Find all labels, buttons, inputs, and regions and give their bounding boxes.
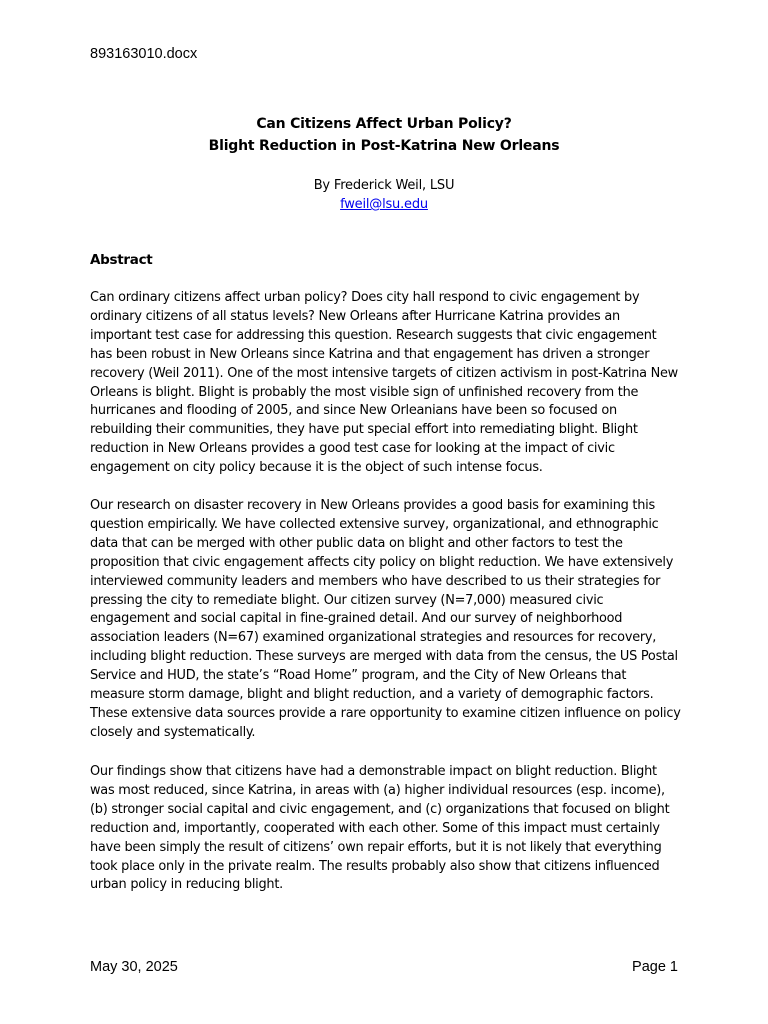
abstract-paragraph-1: Can ordinary citizens affect urban policy? Does city hall respond to civic engagement by ordinary citizens of all status levels? New Orleans after Hurricane Katrina provides an important test case for addressing this question. Research suggests that civic engagement has been robust in New Orleans since Katrina and that engagement has driven a stronger recovery (Weil 2011). One of the most intensive targets of citizen activism in post-Katrina New Orleans is blight. Blight is probably the most visible sign of unfinished recovery from the hurricanes and flooding of 2005, and since New Orleanians have been so focused on rebuilding their communities, they have put special effort into remediating blight. Blight reduction in New Orleans provides a good test case for looking at the impact of civic engagement on city policy because it is the object of such intense focus. xyxy=(90,290,678,476)
abstract-paragraph-2: Our research on disaster recovery in New Orleans provides a good basis for examining this question empirically. We have collected extensive survey, organizational, and ethnographic data that can be merged with other public data on blight and other factors to test the proposition that civic engagement affects city policy on blight reduction. We have extensively interviewed community leaders and members who have described to us their strategies for pressing the city to remediate blight. Our citizen survey (N=7,000) measured civic engagement and social capital in fine-grained detail. And our survey of neighborhood association leaders (N=67) examined organizational strategies and resources for recovery, including blight reduction. These surveys are merged with data from the census, the US Postal Service and HUD, the state’s “Road Home” program, and the City of New Orleans that measure storm damage, blight and blight reduction, and a variety of demographic factors. These extensive data sources provide a rare opportunity to examine citizen influence on policy closely and systematically. xyxy=(90,498,681,740)
abstract-heading: Abstract xyxy=(90,252,153,268)
abstract-paragraph-3: Our findings show that citizens have had a demonstrable impact on blight reduction. Blight was most reduced, since Katrina, in areas with (a) higher individual resources (esp. income), (b) stronger social capital and civic engagement, and (c) organizations that focused on blight reduction and, importantly, cooperated with each other. Some of this impact must certainly have been simply the result of citizens’ own repair efforts, but it is not likely that everything took place only in the private realm. The results probably also show that citizens influenced urban policy in reducing blight. xyxy=(90,764,670,893)
author-byline: By Frederick Weil, LSU xyxy=(313,178,455,193)
title-line-2: Blight Reduction in Post-Katrina New Orleans xyxy=(208,138,560,154)
title-line-1: Can Citizens Affect Urban Policy? xyxy=(256,116,512,132)
author-block xyxy=(90,176,678,214)
header-filename: 893163010.docx xyxy=(90,46,198,62)
footer-page-number: Page 1 xyxy=(632,959,678,975)
footer-date: May 30, 2025 xyxy=(90,959,178,975)
author-email-link[interactable]: fweil@lsu.edu xyxy=(340,197,428,212)
document-title xyxy=(90,113,678,157)
